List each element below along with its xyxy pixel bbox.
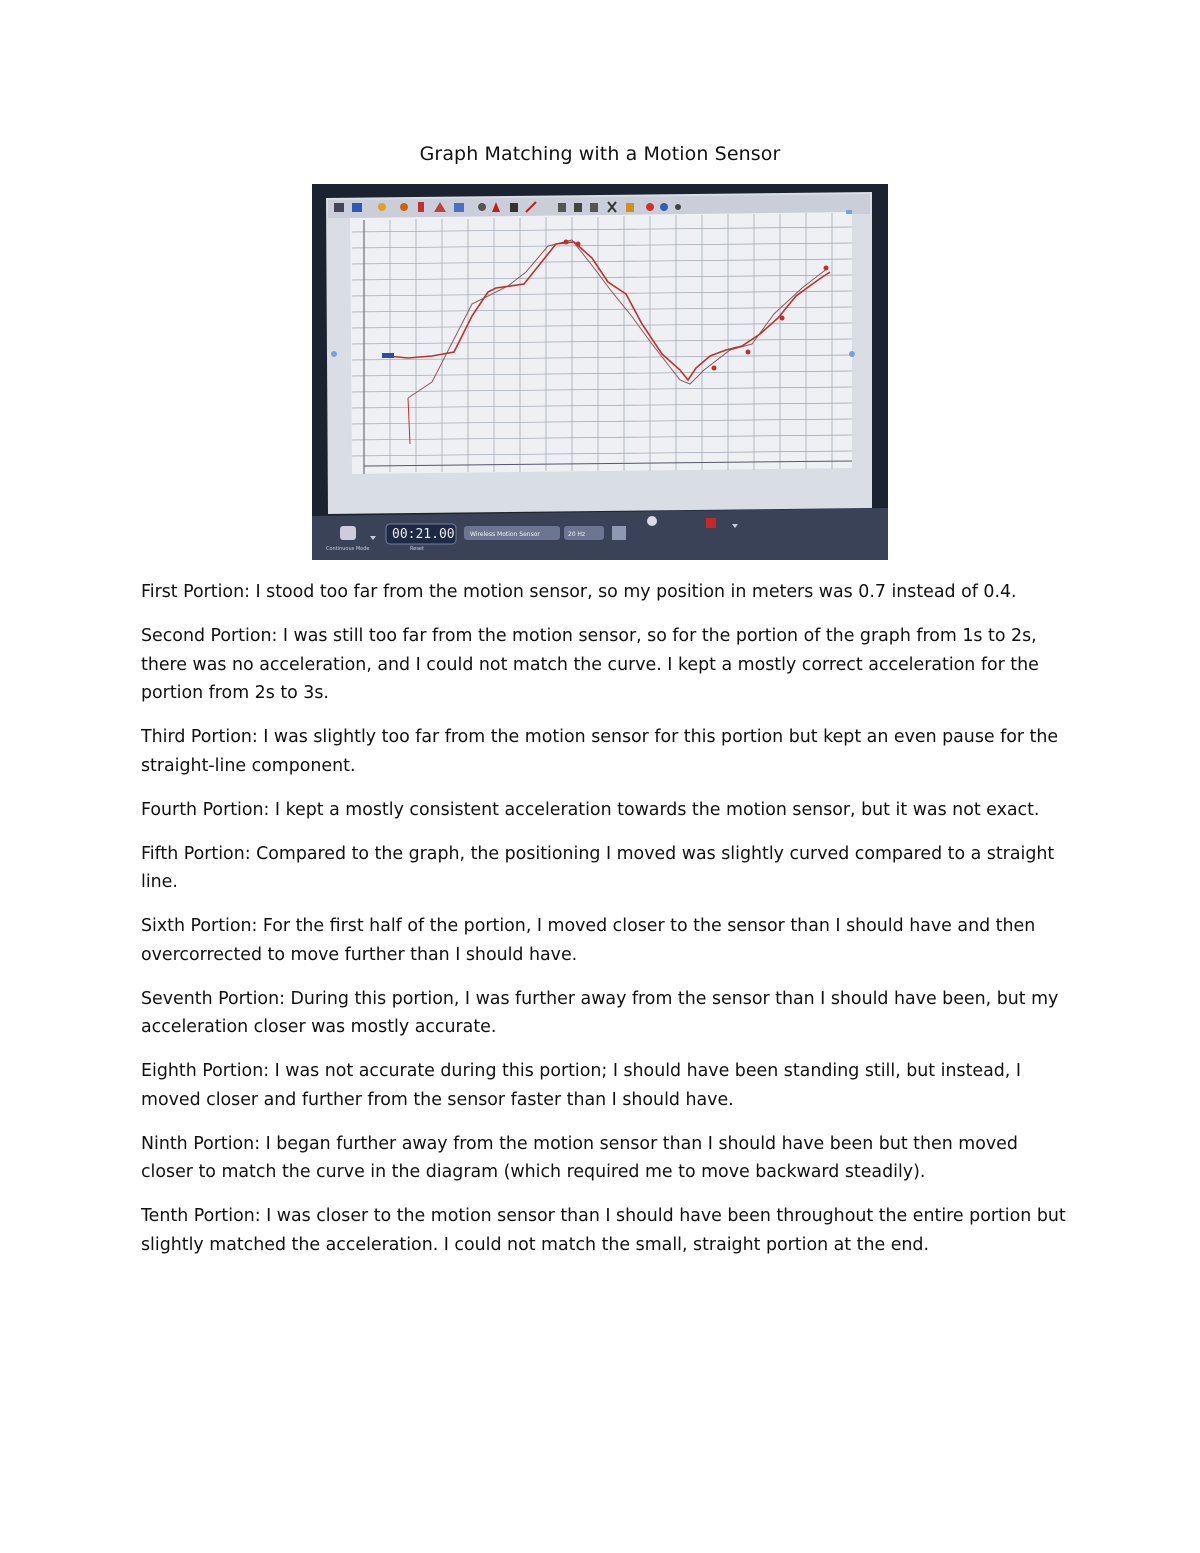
paragraph-third-portion: Third Portion: I was slightly too far from the motion sensor for this portion but kept an even pause for the straight-line component.	[141, 727, 1059, 776]
paragraph-second-portion: Second Portion: I was still too far from the motion sensor, so for the portion of the graph from 1s to 2s, there was no acceleration, and I could not match the curve. I kept a mostly correct acceleration for the portion from 2s to 3s.	[141, 626, 1039, 703]
graph-photo	[312, 184, 888, 560]
paragraph-eighth-portion: Eighth Portion: I was not accurate during this portion; I should have been standing still, but instead, I moved closer and further from the sensor faster than I should have.	[141, 1061, 1021, 1110]
timer-display: 00:21.00	[392, 527, 455, 542]
paragraph-ninth-portion: Ninth Portion: I began further away from the motion sensor than I should have been but then moved closer to match the curve in the diagram (which required me to move backward steadily).	[141, 1133, 1018, 1182]
paragraph-fourth-portion: Fourth Portion: I kept a mostly consistent acceleration towards the motion sensor, but it was not exact.	[141, 799, 1040, 820]
paragraph-seventh-portion: Seventh Portion: During this portion, I was further away from the sensor than I should have been, but my acceleration closer was mostly accurate.	[141, 988, 1059, 1037]
rate-field: 20 Hz	[568, 531, 586, 538]
page-title: Graph Matching with a Motion Sensor	[419, 143, 781, 165]
mode-caption: Continuous Mode	[326, 546, 370, 552]
paragraph-tenth-portion: Tenth Portion: I was closer to the motion sensor than I should have been throughout the entire portion but slightly matched the acceleration. I could not match the small, straight portion at the end.	[141, 1206, 1066, 1255]
paragraph-first-portion: First Portion: I stood too far from the motion sensor, so my position in meters was 0.7 instead of 0.4.	[141, 582, 1017, 602]
body-text	[141, 578, 1066, 1275]
paragraph-sixth-portion: Sixth Portion: For the first half of the portion, I moved closer to the sensor than I should have and then overcorrected to move further than I should have.	[141, 916, 1036, 965]
paragraph-fifth-portion: Fifth Portion: Compared to the graph, the positioning I moved was slightly curved compared to a straight line.	[141, 843, 1055, 892]
sensor-select: Wireless Motion Sensor	[470, 531, 540, 538]
timer-caption: Reset	[410, 546, 424, 552]
